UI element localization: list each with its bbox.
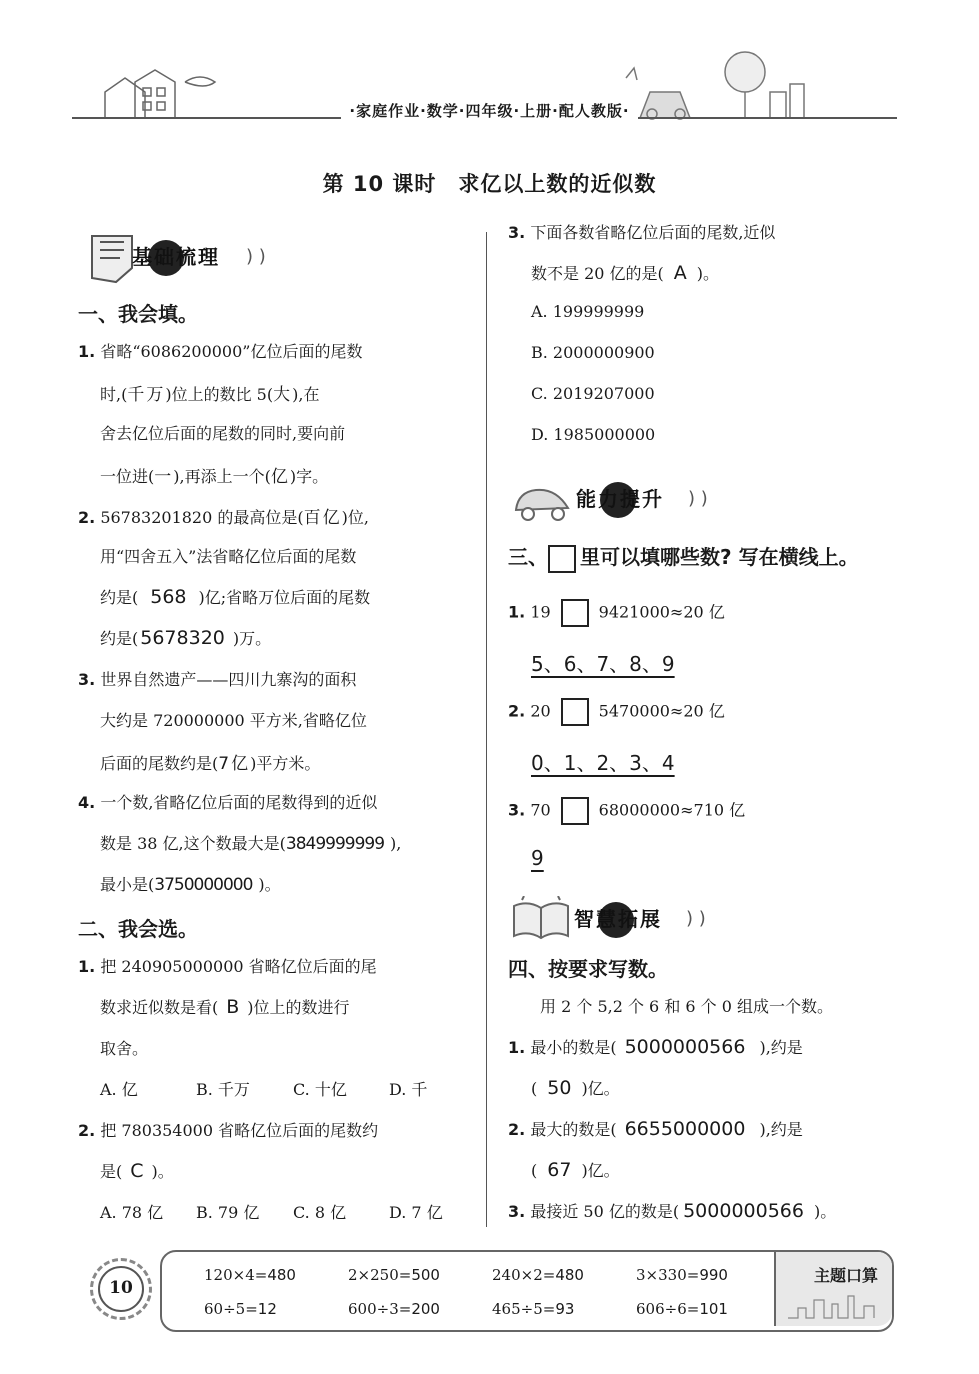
w1-line2 <box>531 1076 620 1099</box>
q3-line1 <box>78 667 356 690</box>
q1-text: 一位进( <box>100 467 155 486</box>
q3-number: 3. <box>78 670 96 689</box>
blank-box[interactable] <box>561 698 589 726</box>
w2-line1 <box>508 1117 803 1140</box>
c1-number: 1. <box>78 957 96 976</box>
series-header <box>0 100 979 121</box>
f2-line <box>508 698 725 726</box>
q1-text: 时,( <box>100 385 128 404</box>
column-divider <box>486 232 487 1227</box>
page-number: 10 <box>109 1278 133 1298</box>
w3-number: 3. <box>508 1202 526 1221</box>
calc-item <box>636 1300 728 1318</box>
answer: 50 <box>547 1077 572 1099</box>
answer: 5000000566 <box>624 1036 746 1058</box>
c2-text: 是( <box>100 1162 123 1181</box>
answer: 67 <box>547 1159 572 1181</box>
q4-line2 <box>100 831 401 854</box>
c3-option-d: D. 1985000000 <box>531 425 656 444</box>
w1-text: )亿。 <box>581 1079 620 1098</box>
calc-item <box>492 1300 574 1318</box>
calc-expression: 2×250= <box>348 1266 412 1284</box>
blank-box <box>548 545 576 573</box>
answer: C <box>130 1160 144 1182</box>
c2-option-d: D. 7 亿 <box>389 1203 443 1222</box>
answer: 6655000000 <box>624 1118 746 1140</box>
answer: 一 <box>154 467 174 487</box>
f2-prefix: 20 <box>530 701 551 721</box>
q1-line2 <box>100 380 319 405</box>
f3-number: 3. <box>508 800 526 820</box>
arcs-icon: ) ) <box>688 488 708 509</box>
c2-text: 把 780354000 省略亿位后面的尾数约 <box>100 1121 379 1140</box>
c3-option-c: C. 2019207000 <box>531 384 655 403</box>
w3-text: )。 <box>813 1202 837 1221</box>
calc-expression: 606÷6= <box>636 1300 700 1318</box>
arcs-icon: ) ) <box>246 246 266 267</box>
w2-line2 <box>531 1158 620 1181</box>
blank-box[interactable] <box>561 599 589 627</box>
calc-item <box>348 1266 440 1284</box>
c2-option-b: B. 79 亿 <box>196 1203 260 1222</box>
c1-line3: 取舍。 <box>100 1039 149 1058</box>
calc-result: 12 <box>257 1300 277 1318</box>
w2-text: 最大的数是( <box>530 1120 617 1139</box>
c3-line2 <box>531 261 719 284</box>
c1-option-c: C. 十亿 <box>293 1080 347 1099</box>
q2-line3 <box>100 585 370 608</box>
c2-text: )。 <box>151 1162 174 1181</box>
c1-text: )位上的数进行 <box>247 998 350 1017</box>
c3-line1 <box>508 220 775 243</box>
f1-suffix: 9421000≈20 亿 <box>598 602 725 622</box>
w1-text: ),约是 <box>759 1038 803 1057</box>
c3-option-a: A. 199999999 <box>531 302 645 321</box>
w1-line1 <box>508 1035 803 1058</box>
c1-option-a: A. 亿 <box>100 1080 138 1099</box>
q2-line4 <box>100 626 271 649</box>
answer: 3849999999 <box>285 834 385 854</box>
q2-text: 约是( <box>100 588 139 607</box>
w1-text: 最小的数是( <box>530 1038 617 1057</box>
calc-item <box>204 1300 277 1318</box>
calc-item <box>492 1266 584 1284</box>
calc-expression: 465÷5= <box>492 1300 556 1318</box>
badge-ability <box>512 474 712 524</box>
f1-answer: 5、6、7、8、9 <box>531 652 675 676</box>
answer: 5000000566 <box>683 1200 804 1222</box>
q4-text: ), <box>390 834 402 853</box>
answer: 千万 <box>127 385 166 405</box>
c2-line1 <box>78 1118 378 1141</box>
calc-result: 101 <box>699 1300 728 1318</box>
calc-item <box>348 1300 440 1318</box>
c3-text: )。 <box>696 264 720 283</box>
q1-line4 <box>100 462 328 487</box>
answer: 7亿 <box>218 754 251 774</box>
c2-line2 <box>100 1159 174 1182</box>
calc-result: 990 <box>699 1266 728 1284</box>
answer: 百亿 <box>303 508 342 528</box>
w2-text: )亿。 <box>581 1161 620 1180</box>
mental-math-title: 主题口算 <box>813 1266 878 1285</box>
calc-expression: 120×4= <box>204 1266 268 1284</box>
c2-option-a: A. 78 亿 <box>100 1203 164 1222</box>
c1-text: 数求近似数是看( <box>100 998 219 1017</box>
calc-item <box>636 1266 728 1284</box>
answer: 亿 <box>270 467 290 487</box>
badge-wisdom <box>510 894 710 944</box>
section-3-prefix: 三、 <box>508 545 548 569</box>
answer: 568 <box>150 586 187 608</box>
f2-number: 2. <box>508 701 526 721</box>
q2-number: 2. <box>78 508 96 527</box>
c1-option-b: B. 千万 <box>196 1080 250 1099</box>
q4-number: 4. <box>78 793 96 812</box>
w3-text: 最接近 50 亿的数是( <box>530 1202 680 1221</box>
w2-text: ( <box>531 1161 538 1180</box>
q3-text: 世界自然遗产——四川九寨沟的面积 <box>100 670 357 689</box>
f3-prefix: 70 <box>530 800 551 820</box>
c2-option-c: C. 8 亿 <box>293 1203 347 1222</box>
answer: 3750000000 <box>154 875 253 895</box>
lesson-title: 第 10 课时 求亿以上数的近似数 <box>322 172 657 196</box>
q4-text: 数是 38 亿,这个数最大是( <box>100 834 286 853</box>
book-scroll-icon <box>86 232 138 284</box>
calc-result: 93 <box>555 1300 575 1318</box>
q2-line1 <box>78 503 369 528</box>
series-title: ·家庭作业·数学·四年级·上册·配人教版· <box>341 102 637 120</box>
section-2-heading: 二、我会选。 <box>78 917 198 941</box>
w2-number: 2. <box>508 1120 526 1139</box>
arcs-icon: ) ) <box>686 908 706 929</box>
q4-text: )。 <box>258 875 281 894</box>
calc-result: 480 <box>267 1266 296 1284</box>
f1-line <box>508 599 725 627</box>
c3-option-b: B. 2000000900 <box>531 343 655 362</box>
open-book-icon <box>510 896 572 942</box>
calc-expression: 60÷5= <box>204 1300 258 1318</box>
calc-result: 480 <box>555 1266 584 1284</box>
badge-basic-label: 基础梳理 <box>132 245 220 269</box>
f1-number: 1. <box>508 602 526 622</box>
answer: 大 <box>273 385 293 405</box>
calc-expression: 600÷3= <box>348 1300 412 1318</box>
q1-text: ),再添上一个( <box>173 467 271 486</box>
answer: B <box>226 996 240 1018</box>
q1-number: 1. <box>78 342 96 361</box>
q2-text: 约是( <box>100 629 139 648</box>
q2-text: )万。 <box>232 629 272 648</box>
q1-text: 省略“6086200000”亿位后面的尾数 <box>100 342 363 361</box>
badge-wisdom-label: 智慧拓展 <box>574 907 662 931</box>
calc-expression: 3×330= <box>636 1266 700 1284</box>
page-number-badge <box>90 1258 152 1320</box>
q4-text: 一个数,省略亿位后面的尾数得到的近似 <box>100 793 378 812</box>
c1-option-d: D. 千 <box>389 1080 428 1099</box>
badge-basic-review <box>86 232 276 282</box>
q3-text: )平方米。 <box>250 754 321 773</box>
calc-expression: 240×2= <box>492 1266 556 1284</box>
c3-text: 下面各数省略亿位后面的尾数,近似 <box>530 223 776 242</box>
section-4-heading: 四、按要求写数。 <box>508 957 668 981</box>
c1-text: 把 240905000000 省略亿位后面的尾 <box>100 957 377 976</box>
calc-result: 200 <box>411 1300 440 1318</box>
q3-line2: 大约是 720000000 平方米,省略亿位 <box>100 711 367 730</box>
q4-line3 <box>100 872 281 895</box>
q2-line2: 用“四舍五入”法省略亿位后面的尾数 <box>100 547 357 566</box>
w3-line1 <box>508 1199 836 1222</box>
city-skyline-icon <box>788 1290 878 1320</box>
q3-text: 后面的尾数约是( <box>100 754 219 773</box>
q1-text: )位上的数比 5( <box>165 385 274 404</box>
f3-suffix: 68000000≈710 亿 <box>598 800 746 820</box>
c1-line2 <box>100 995 350 1018</box>
q2-text: )位, <box>341 508 369 527</box>
q2-text: )亿;省略万位后面的尾数 <box>198 588 371 607</box>
c1-line1 <box>78 954 377 977</box>
calc-item <box>204 1266 296 1284</box>
f1-prefix: 19 <box>530 602 551 622</box>
f2-answer: 0、1、2、3、4 <box>531 751 675 775</box>
w1-text: ( <box>531 1079 538 1098</box>
q1-text: ),在 <box>292 385 320 404</box>
section-4-intro: 用 2 个 5,2 个 6 和 6 个 0 组成一个数。 <box>540 997 834 1016</box>
c3-number: 3. <box>508 223 526 242</box>
section-3-text: 里可以填哪些数? 写在横线上。 <box>580 545 859 569</box>
answer: 5678320 <box>140 627 225 649</box>
q3-line3 <box>100 749 320 774</box>
w2-text: ),约是 <box>759 1120 803 1139</box>
f2-suffix: 5470000≈20 亿 <box>598 701 725 721</box>
c3-text: 数不是 20 亿的是( <box>531 264 664 283</box>
c2-number: 2. <box>78 1121 96 1140</box>
badge-ability-label: 能力提升 <box>576 487 664 511</box>
q1-text: )字。 <box>289 467 329 486</box>
blank-box[interactable] <box>561 797 589 825</box>
q4-text: 最小是( <box>100 875 155 894</box>
w1-number: 1. <box>508 1038 526 1057</box>
q4-line1 <box>78 790 377 813</box>
mental-math-panel <box>160 1250 894 1332</box>
f3-answer: 9 <box>531 846 544 870</box>
section-1-heading: 一、我会填。 <box>78 302 198 326</box>
car-icon <box>512 478 574 522</box>
calc-result: 500 <box>411 1266 440 1284</box>
section-3-heading <box>508 541 859 573</box>
q2-text: 56783201820 的最高位是( <box>100 508 304 527</box>
answer: A <box>673 262 687 284</box>
q1-line3: 舍去亿位后面的尾数的同时,要向前 <box>100 424 346 443</box>
f3-line <box>508 797 745 825</box>
q1-line1 <box>78 339 362 362</box>
